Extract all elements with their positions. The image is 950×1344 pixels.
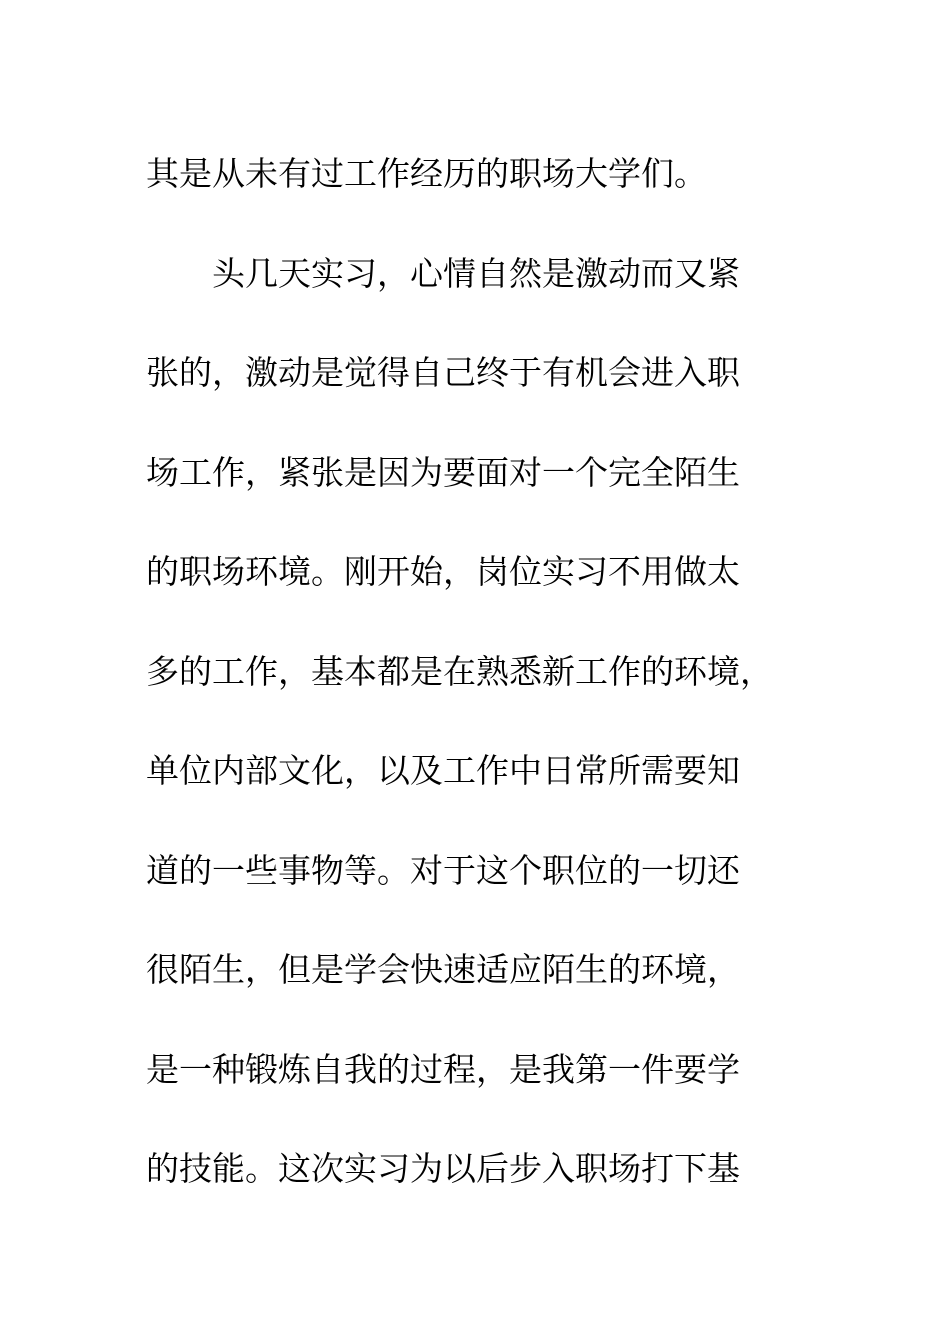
- text-line: 头几天实习，心情自然是激动而又紧: [146, 253, 740, 293]
- text-line: 单位内部文化，以及工作中日常所需要知: [146, 751, 740, 790]
- text-line: 的技能。这次实习为以后步入职场打下基: [146, 1149, 740, 1188]
- text-line: 的职场环境。刚开始，岗位实习不用做太: [146, 552, 740, 591]
- text-line: 场工作，紧张是因为要面对一个完全陌生: [146, 452, 740, 492]
- text-line: 是一种锻炼自我的过程，是我第一件要学: [146, 1049, 740, 1089]
- text-line: 其是从未有过工作经历的职场大学们。: [146, 154, 707, 193]
- text-line: 道的一些事物等。对于这个职位的一切还: [146, 850, 740, 890]
- text-line: 多的工作，基本都是在熟悉新工作的环境，: [146, 651, 773, 691]
- text-line: 张的，激动是觉得自己终于有机会进入职: [146, 353, 740, 392]
- text-line: 很陌生，但是学会快速适应陌生的环境，: [146, 950, 740, 989]
- body-text: [146, 124, 806, 1219]
